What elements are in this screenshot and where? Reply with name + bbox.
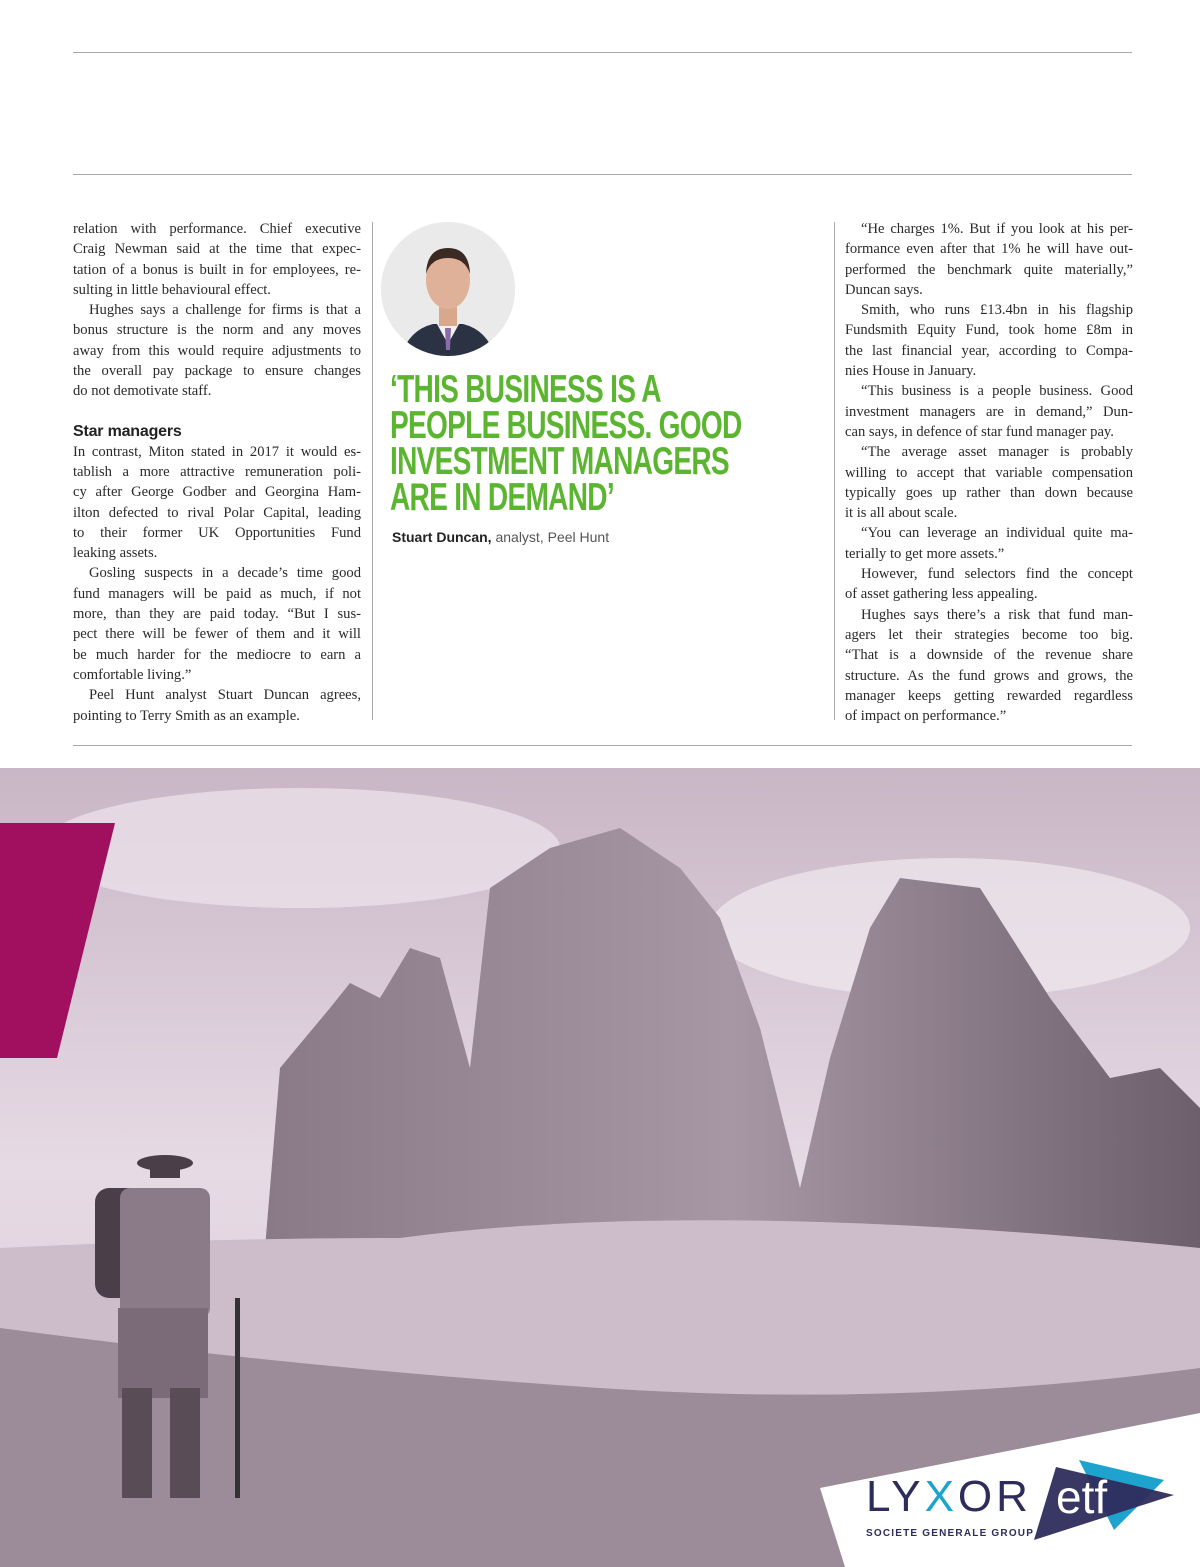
section-subhead: Star managers	[73, 422, 182, 440]
text-line: fund managers will be paid as much, if not	[73, 585, 361, 602]
text-line: agers let their strategies become too big.	[845, 626, 1133, 643]
text-line: bonus structure is the norm and any moves	[73, 322, 361, 339]
text-line: relation with performance. Chief executive	[73, 221, 361, 237]
paragraph	[845, 605, 1133, 727]
mountain-hiker-photo	[0, 768, 1200, 1567]
quote-line: ‘THIS BUSINESS IS A	[390, 368, 661, 411]
text-line: willing to accept that variable compensation	[845, 464, 1133, 481]
paragraph	[73, 563, 361, 685]
portrait-photo	[381, 222, 515, 356]
text-line: sulting in little behavioural effect.	[73, 281, 271, 298]
lyxor-wordmark: LYXOR	[866, 1472, 1032, 1521]
text-line: away from this would require adjustments to	[73, 342, 361, 359]
paragraph	[845, 442, 1133, 523]
bottom-rule	[73, 745, 1132, 746]
logo-tagline: SOCIETE GENERALE GROUP	[866, 1528, 1035, 1539]
text-line: Fundsmith Equity Fund, took home £8m in	[845, 322, 1133, 339]
text-line: cy after George Godber and Georgina Ham-	[73, 484, 361, 501]
text-line: Hughes says a challenge for firms is that a	[89, 302, 361, 319]
text-line: Duncan says.	[845, 281, 923, 298]
lyxor-etf-logo	[866, 1455, 1176, 1545]
text-line: do not demotivate staff.	[73, 383, 212, 400]
text-line: to their former UK Opportunities Fund	[73, 524, 361, 541]
text-line: can says, in defence of star fund manager pay.	[845, 423, 1114, 440]
text-line: nies House in January.	[845, 363, 977, 380]
quote-attribution	[392, 529, 609, 545]
column-divider	[834, 222, 835, 720]
text-line: pointing to Terry Smith as an example.	[73, 707, 300, 724]
text-line: Gosling suspects in a decade’s time good	[89, 565, 361, 582]
top-rule	[73, 52, 1132, 53]
text-line: Hughes says there’s a risk that fund man-	[861, 606, 1133, 623]
text-line: formance even after that 1% he will have out-	[845, 241, 1133, 258]
paragraph	[73, 300, 361, 401]
text-line: Craig Newman said at the time that expec-	[73, 241, 361, 258]
text-line: “You can leverage an individual quite ma-	[861, 525, 1133, 542]
text-line: typically goes up rather than down because	[845, 484, 1133, 501]
column-divider	[372, 222, 373, 720]
text-line: leaking assets.	[73, 545, 158, 562]
text-line: more, than they are paid today. “But I sus-	[73, 606, 361, 623]
text-line: performed the benchmark quite materially,”	[845, 261, 1133, 278]
text-line: “The average asset manager is probably	[861, 444, 1133, 461]
text-line: comfortable living.”	[73, 666, 192, 683]
paragraph	[73, 219, 361, 300]
text-line: structure. As the fund grows and grows, the	[845, 667, 1133, 684]
text-line: “This business is a people business. Good	[861, 383, 1133, 400]
paragraph	[845, 300, 1133, 381]
quote-line: INVESTMENT MANAGERS	[390, 440, 729, 483]
text-line: investment managers are in demand,” Dun-	[845, 403, 1133, 420]
text-line: tation of a bonus is built in for employees, re-	[73, 261, 361, 278]
text-line: tablish a more attractive remuneration poli-	[73, 463, 361, 480]
header-rule	[73, 174, 1132, 175]
etf-triangle-icon	[1034, 1455, 1176, 1545]
paragraph	[73, 442, 361, 564]
quote-line: ARE IN DEMAND’	[390, 476, 614, 519]
svg-text:etf: etf	[1056, 1471, 1108, 1523]
right-column	[845, 219, 1133, 726]
quote-speaker-role: analyst, Peel Hunt	[491, 529, 610, 545]
text-line: of asset gathering less appealing.	[845, 586, 1038, 603]
text-line: pect there will be fewer of them and it will	[73, 626, 361, 643]
paragraph	[73, 685, 361, 726]
text-line: Peel Hunt analyst Stuart Duncan agrees,	[89, 687, 361, 704]
text-line: However, fund selectors find the concept	[861, 566, 1133, 583]
pull-quote	[390, 368, 742, 519]
paragraph	[845, 564, 1133, 605]
quote-speaker-name: Stuart Duncan,	[392, 529, 492, 545]
paragraph	[845, 219, 1133, 300]
text-line: it is all about scale.	[845, 505, 958, 522]
text-line: “He charges 1%. But if you look at his per-	[861, 221, 1133, 237]
text-line: “That is a downside of the revenue share	[845, 647, 1133, 664]
text-line: Smith, who runs £13.4bn in his flagship	[861, 302, 1133, 319]
text-line: be much harder for the mediocre to earn a	[73, 646, 361, 663]
text-line: ilton defected to rival Polar Capital, leading	[73, 504, 361, 521]
text-line: the last financial year, according to Compa-	[845, 342, 1133, 359]
text-line: terially to get more assets.”	[845, 545, 1005, 562]
paragraph	[845, 381, 1133, 442]
paragraph	[845, 523, 1133, 564]
text-line: In contrast, Miton stated in 2017 it would es-	[73, 443, 361, 460]
text-line: manager keeps getting rewarded regardless	[845, 687, 1133, 704]
quote-line: PEOPLE BUSINESS. GOOD	[390, 404, 742, 447]
left-column	[73, 219, 361, 726]
text-line: the overall pay package to ensure changes	[73, 363, 361, 380]
text-line: of impact on performance.”	[845, 708, 1007, 725]
